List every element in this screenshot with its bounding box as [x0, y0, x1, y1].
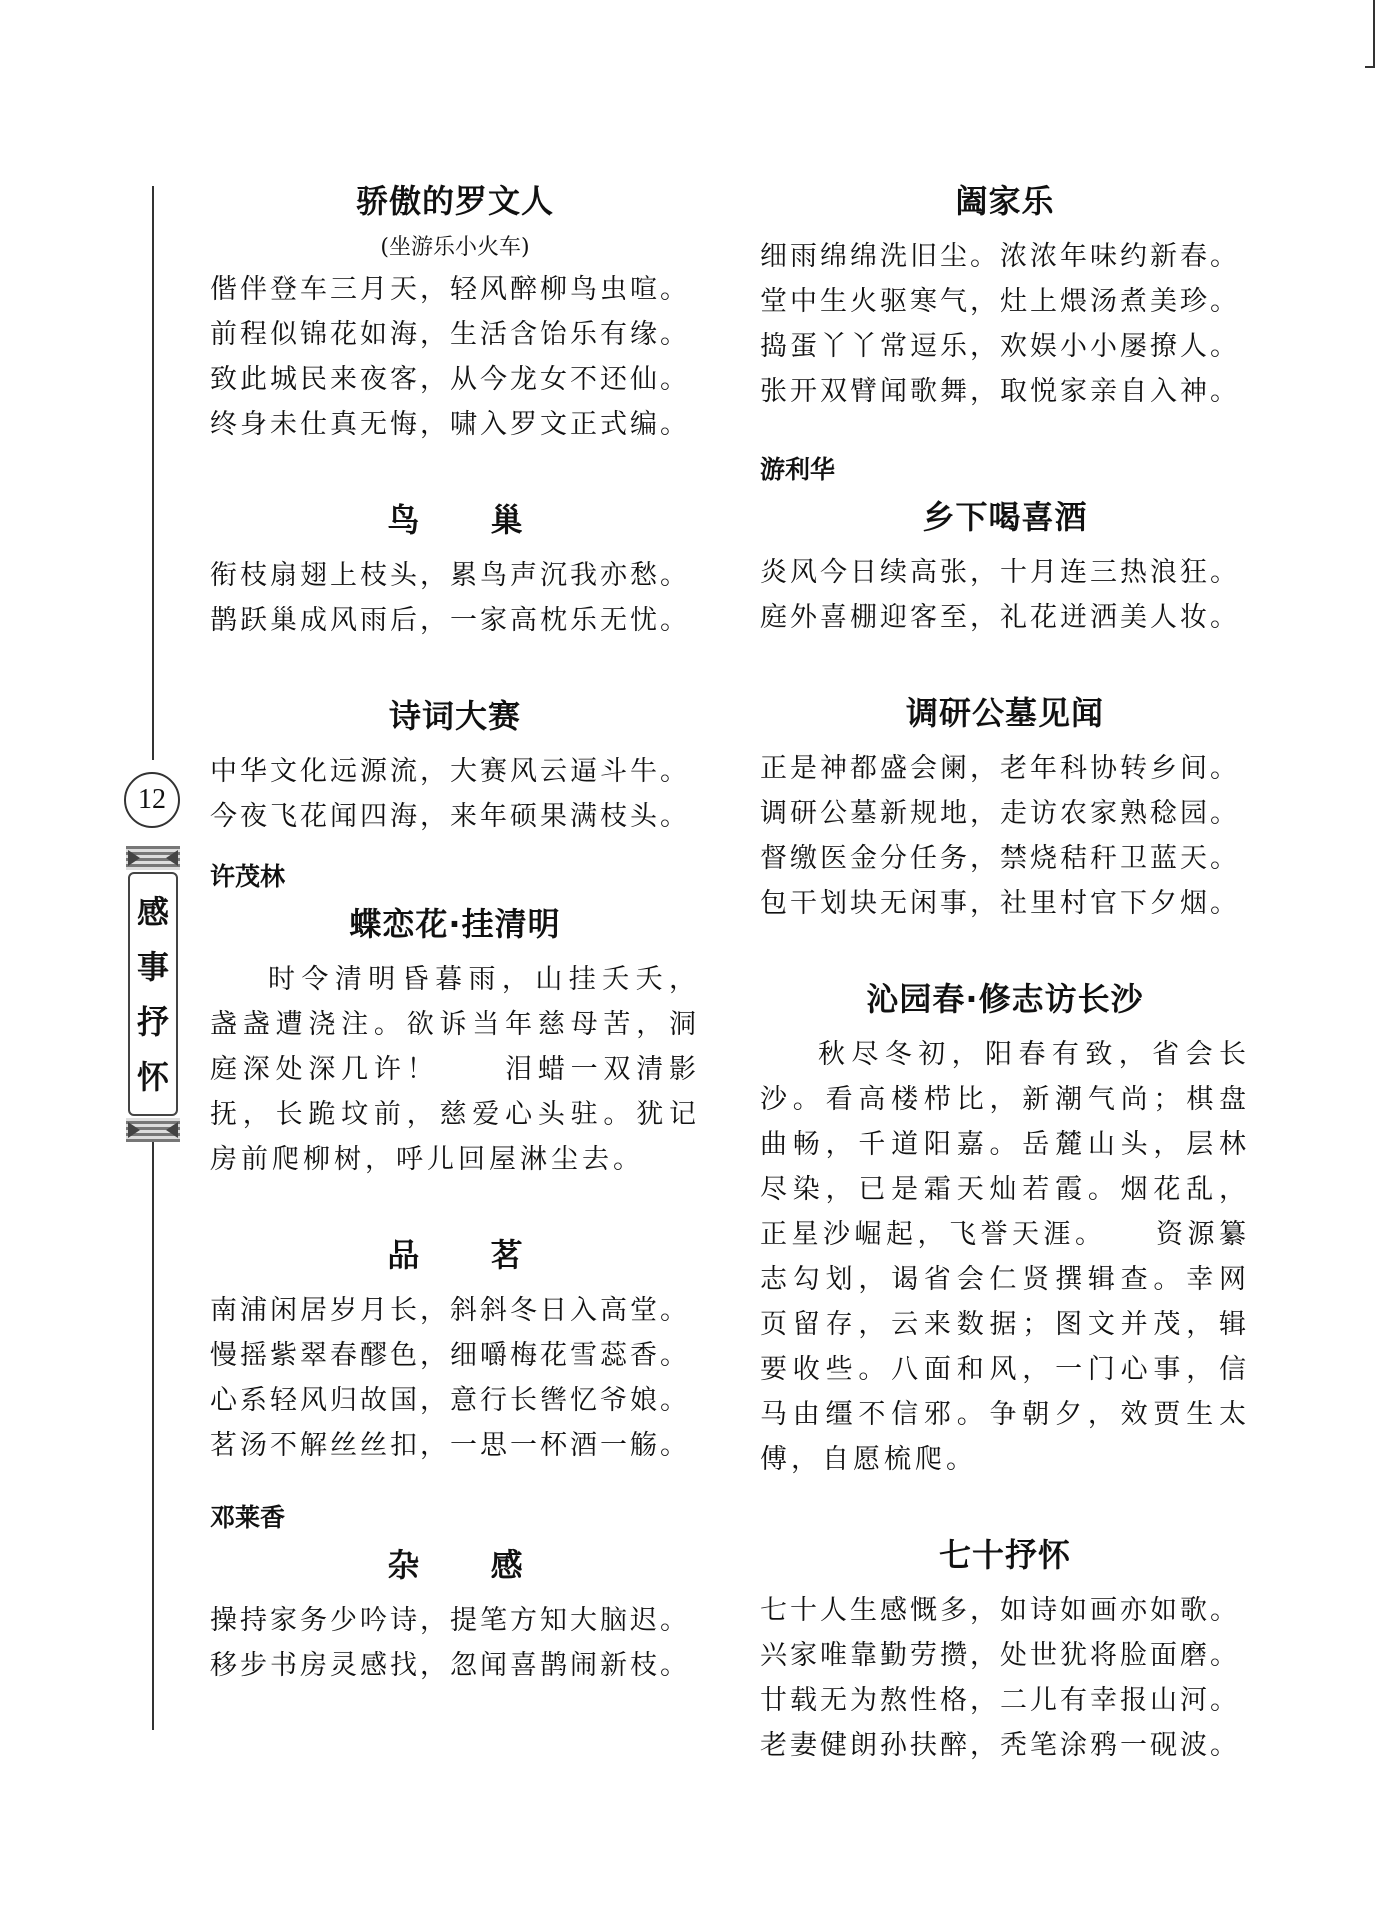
- poem-line: 正是神都盛会阑，老年科协转乡间。: [760, 753, 1240, 784]
- section-tag-char: 抒: [136, 1002, 169, 1041]
- poem-line: 移步书房灵感找，忽闻喜鹊闹新枝。: [210, 1650, 690, 1681]
- page-number: 12: [124, 772, 180, 828]
- section-tag-char: 怀: [136, 1057, 169, 1096]
- poem: [760, 1530, 1250, 1768]
- poem-subtitle: (坐游乐小火车): [380, 235, 530, 260]
- poem-line: 致此城民来夜客，从今龙女不还仙。: [210, 364, 690, 395]
- author-name: 游利华: [760, 455, 836, 484]
- poem-line: 庭外喜棚迎客至，礼花迸洒美人妆。: [760, 602, 1240, 633]
- poem-title: 阖家乐: [955, 182, 1055, 220]
- margin-rule-bottom: [152, 1142, 154, 1730]
- section-tag: [126, 846, 180, 1146]
- poem-line: 包干划块无闲事，社里村官下夕烟。: [760, 888, 1240, 919]
- page-corner-mark: [1365, 0, 1375, 68]
- poem-title: 沁园春·修志访长沙: [866, 980, 1144, 1018]
- poem: [210, 176, 700, 447]
- poem-prose: 时令清明昏暮雨，山挂夭夭，盏盏遭浇注。欲诉当年慈母苦，洞庭深处深几许！ 泪蜡一双清影抚，长跪坟前，慈爱心头驻。犹记房前爬柳树，呼儿回屋淋尘去。: [210, 964, 700, 1175]
- poem-line: 捣蛋丫丫常逗乐，欢娱小小屡撩人。: [760, 331, 1240, 362]
- poem: [210, 1230, 700, 1468]
- poem: [210, 899, 700, 1182]
- poem-line: 督缴医金分任务，禁烧秸秆卫蓝天。: [760, 843, 1240, 874]
- poem-title: 鸟 巢: [387, 501, 553, 539]
- section-tag-cap-top: [126, 846, 180, 870]
- poem-line: 今夜飞花闻四海，来年硕果满枝头。: [210, 801, 690, 832]
- poem-line: 细雨绵绵洗旧尘。浓浓年味约新春。: [760, 241, 1240, 272]
- poem-title: 杂 感: [387, 1546, 553, 1584]
- right-column: [760, 176, 1250, 1816]
- poem-line: 炎风今日续高张，十月连三热浪狂。: [760, 557, 1240, 588]
- section-tag-char: 事: [136, 947, 169, 986]
- poem-line: 张开双臂闻歌舞，取悦家亲自入神。: [760, 376, 1240, 407]
- poem-title: 品 茗: [387, 1236, 553, 1274]
- poem-title: 蝶恋花·挂清明: [349, 905, 561, 943]
- poem-line: 兴家唯靠勤劳攒，处世犹将脸面磨。: [760, 1640, 1240, 1671]
- section-tag-label: [128, 872, 178, 1116]
- author-name: 许茂林: [210, 862, 286, 891]
- poem-title: 七十抒怀: [938, 1536, 1071, 1574]
- poem: [210, 1540, 700, 1688]
- poem-line: 中华文化远源流，大赛风云逼斗牛。: [210, 756, 690, 787]
- poem-title: 骄傲的罗文人: [355, 182, 554, 220]
- left-column: [210, 176, 700, 1736]
- poem: [760, 492, 1250, 640]
- poem-line: 鹊跃巢成风雨后，一家高枕乐无忧。: [210, 605, 690, 636]
- poem-line: 茗汤不解丝丝扣，一思一杯酒一觞。: [210, 1430, 690, 1461]
- poem: [760, 688, 1250, 926]
- section-tag-char: 感: [136, 892, 169, 931]
- poem-line: 廿载无为熬性格，二儿有幸报山河。: [760, 1685, 1240, 1716]
- poem-line: 前程似锦花如海，生活含饴乐有缘。: [210, 319, 690, 350]
- poem-line: 南浦闲居岁月长，斜斜冬日入高堂。: [210, 1295, 690, 1326]
- poem-line: 终身未仕真无悔，啸入罗文正式编。: [210, 409, 690, 440]
- poem: [760, 176, 1250, 414]
- poem-line: 调研公墓新规地，走访农家熟稔园。: [760, 798, 1240, 829]
- poem: [210, 691, 700, 839]
- section-tag-cap-bottom: [126, 1118, 180, 1142]
- poem-line: 七十人生感慨多，如诗如画亦如歌。: [760, 1595, 1240, 1626]
- margin-rule-top: [152, 186, 154, 760]
- poem: [760, 974, 1250, 1482]
- poem-prose: 秋尽冬初，阳春有致，省会长沙。看高楼栉比，新潮气尚；棋盘曲畅，千道阳嘉。岳麓山头，层林尽染，已是霜天灿若霞。烟花乱，正星沙崛起，飞誉天涯。 资源纂志勾划，谒省会仁贤撰辑查。幸网页留存，云来数据；图文并茂，辑要收些。八面和风，一门心事，信马由缰不信邪。争朝夕，效贾生太傅，自愿梳爬。: [760, 1039, 1250, 1475]
- poem-line: 老妻健朗孙扶醉，秃笔涂鸦一砚波。: [760, 1730, 1240, 1761]
- poem-title: 诗词大赛: [388, 697, 521, 735]
- poem-line: 操持家务少吟诗，提笔方知大脑迟。: [210, 1605, 690, 1636]
- poem-title: 调研公墓见闻: [905, 694, 1104, 732]
- author-name: 邓莱香: [210, 1503, 286, 1532]
- poem-line: 衔枝扇翅上枝头，累鸟声沉我亦愁。: [210, 560, 690, 591]
- poem-line: 慢摇紫翠春醪色，细嚼梅花雪蕊香。: [210, 1340, 690, 1371]
- poem: [210, 495, 700, 643]
- poem-title: 乡下喝喜酒: [922, 498, 1088, 536]
- poem-line: 偕伴登车三月天，轻风醉柳鸟虫喧。: [210, 274, 690, 305]
- poem-line: 堂中生火驱寒气，灶上煨汤煮美珍。: [760, 286, 1240, 317]
- poem-line: 心系轻风归故国，意行长辔忆爷娘。: [210, 1385, 690, 1416]
